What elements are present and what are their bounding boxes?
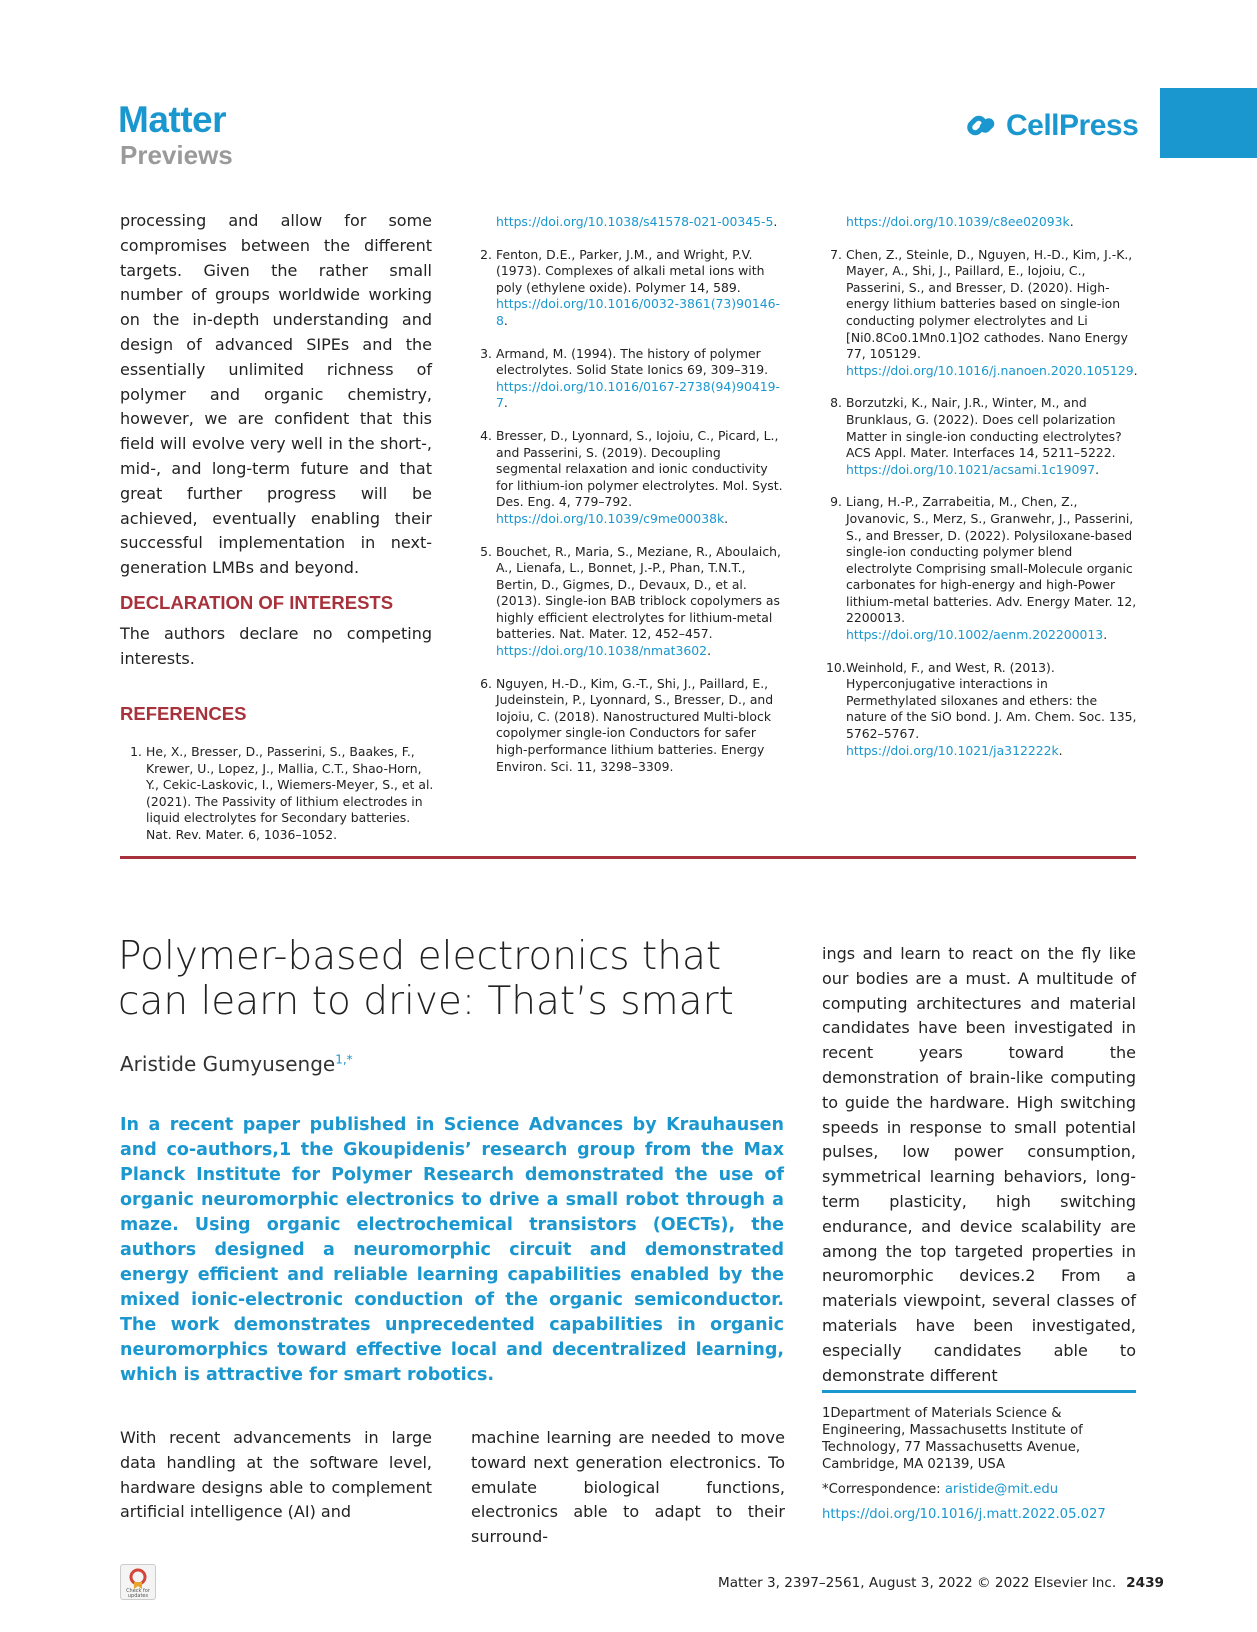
reference-doi-link[interactable]: https://doi.org/10.1016/0032-3861(73)90146-8 — [496, 296, 781, 328]
body-text-col2: machine learning are needed to move toward next generation electronics. To emulate biological functions, electronics able to adapt to their surround- — [471, 1428, 785, 1547]
body-text-col1: With recent advancements in large data handling at the software level, hardware designs able to complement artificial intelligence (AI) and — [120, 1428, 432, 1522]
reference-doi-link[interactable]: https://doi.org/10.1039/c9me00038k — [496, 510, 725, 526]
publisher-name: CellPress — [1006, 109, 1139, 142]
check-for-updates-badge[interactable] — [120, 1564, 156, 1600]
correspondence-email-link[interactable]: aristide@mit.edu — [944, 1482, 1059, 1497]
references-heading: REFERENCES — [120, 703, 247, 724]
reference-doi-link[interactable]: https://doi.org/10.1016/0167-2738(94)90419-7 — [496, 378, 781, 411]
reference-list-col3 — [826, 214, 1138, 775]
reference-doi-link[interactable]: https://doi.org/10.1039/c8ee02093k — [846, 214, 1070, 229]
reference-item: 5. Bouchet, R., Maria, S., Meziane, R., Aboulaich, A., Lienafa, L., Bonnet, J.-P., Phan, T.N.T., Bertin, D., Gigmes, D., Devaux, D., et al. (2013). Single-ion BAB triblock copolymers as highly efficient electrolytes for lithium-metal batteries. Nat. Mater. 12, 452–457. https://doi.org/10.1038/nmat3602. — [480, 543, 781, 659]
reference-item: 8. Borzutzki, K., Nair, J.R., Winter, M., and Brunklaus, G. (2022). Does cell polarization Matter in single-ion conducting electrolytes? ACS Appl. Mater. Interfaces 14, 5211–5222. https://doi.org/10.1021/acsami.1c19097. — [830, 395, 1122, 477]
reference-doi-link[interactable]: https://doi.org/10.1016/j.nanoen.2020.105129 — [846, 362, 1134, 378]
page-number: 2439 — [1126, 1575, 1165, 1591]
page-footer — [718, 1575, 1164, 1591]
reference-item: 1. He, X., Bresser, D., Passerini, S., Baakes, F., Krewer, U., Lopez, J., Mallia, C.T., Shao-Horn, Y., Cekic-Laskovic, I., Wiemers-Meyer, S., et al. (2021). The Passivity of lithium electrodes in liquid electrolytes for Secondary batteries. Nat. Rev. Mater. 6, 1036–1052. — [130, 744, 434, 842]
header-color-tab — [1160, 88, 1257, 158]
reference-item: 10. Weinhold, F., and West, R. (2013). Hyperconjugative interactions in Permethylated siloxanes and ethers: the nature of the SiO bond. J. Am. Chem. Soc. 135, 5762–5767. https://doi.org/10.1021/ja312222k. — [826, 659, 1137, 758]
correspondence: *Correspondence: aristide@mit.edu — [822, 1482, 1059, 1497]
reference-doi-link[interactable]: https://doi.org/10.1038/s41578-021-00345-5 — [496, 214, 774, 229]
reference-item: https://doi.org/10.1038/s41578-021-00345-5. — [496, 214, 778, 229]
reference-item: https://doi.org/10.1039/c8ee02093k. — [846, 214, 1074, 229]
article-divider — [120, 856, 1136, 859]
check-for-updates-label: Check for updates — [126, 1588, 150, 1599]
journal-name: Matter — [118, 99, 227, 140]
reference-item: 3. Armand, M. (1994). The history of polymer electrolytes. Solid State Ionics 69, 309–319. https://doi.org/10.1016/0167-2738(94)90419-7. — [480, 345, 781, 411]
cellpress-link-icon — [966, 109, 1000, 143]
footer-citation: Matter 3, 2397–2561, August 3, 2022 © 2022 Elsevier Inc. — [718, 1575, 1117, 1591]
body-text-col3: ings and learn to react on the fly like our bodies are a must. A multitude of computing architectures and material candidates have been investigated in recent years toward the demonstration of brain-like computing to guide the hardware. High switching speeds in response to small potential pulses, low power consumption, symmetrical learning behaviors, long-term plasticity, high switching endurance, and device scalability are among the top targeted properties in neuromorphic devices.2 From a materials viewpoint, several classes of materials have been investigated, especially candidates able to demonstrate different — [822, 944, 1136, 1385]
article-title: Polymer-based electronics that can learn to drive: That’s smart — [118, 934, 734, 1024]
reference-doi-link[interactable]: https://doi.org/10.1021/ja312222k — [846, 742, 1059, 758]
declaration-text: The authors declare no competing interests. — [120, 624, 432, 668]
affiliation-department: 1Department of Materials Science & Engineering, Massachusetts Institute of Technology, 77 Massachusetts Avenue, Cambridge, MA 02139, USA — [822, 1406, 1083, 1472]
reference-list-col2 — [476, 214, 786, 791]
affiliation-divider — [822, 1390, 1136, 1393]
author-affiliation-marker[interactable]: 1,* — [335, 1052, 353, 1067]
reference-doi-link[interactable]: https://doi.org/10.1002/aenm.202200013 — [846, 627, 1104, 643]
article-abstract: In a recent paper published in Science Advances by Krauhausen and co-authors,1 the Gkoupidenis’ research group from the Max Planck Institute for Polymer Research demonstrated the use of organic neuromorphic electronics to drive a small robot through a maze. Using organic electrochemical transistors (OECTs), the authors designed a neuromorphic circuit and demonstrated energy efficient and reliable learning capabilities enabled by the mixed ionic-electronic conduction of the organic semiconductor. The work demonstrates unprecedented capabilities in organic neuromorphics toward effective local and decentralized learning, which is attractive for smart robotics. — [120, 1115, 784, 1385]
reference-list-col1 — [126, 744, 434, 860]
publisher-logo[interactable] — [966, 106, 1138, 146]
article-author: Aristide Gumyusenge$^{1,*}$ — [120, 1052, 353, 1076]
reference-item: 7. Chen, Z., Steinle, D., Nguyen, H.-D., Kim, J.-K., Mayer, A., Shi, J., Paillard, E., Iojoiu, C., Passerini, S., and Bresser, D. (2020). High-energy lithium batteries based on single-ion conducting polymer electrolytes and Li [Ni0.8Co0.1Mn0.1]O2 cathodes. Nano Energy 77, 105129. https://doi.org/10.1016/j.nanoen.2020.105129. — [830, 246, 1138, 378]
reference-item: 4. Bresser, D., Lyonnard, S., Iojoiu, C., Picard, L., and Passerini, S. (2019). Decoupling segmental relaxation and ionic conductivity for lithium-ion polymer electrolytes. Mol. Syst. Des. Eng. 4, 779–792. https://doi.org/10.1039/c9me00038k. — [480, 427, 783, 526]
section-name: Previews — [120, 140, 233, 170]
reference-item: 2. Fenton, D.E., Parker, J.M., and Wright, P.V. (1973). Complexes of alkali metal ions with poly (ethylene oxide). Polymer 14, 589. https://doi.org/10.1016/0032-3861(73)90146-8. — [480, 246, 781, 328]
reference-doi-link[interactable]: https://doi.org/10.1021/acsami.1c19097 — [846, 461, 1096, 477]
article-doi-link[interactable]: https://doi.org/10.1016/j.matt.2022.05.027 — [822, 1507, 1106, 1522]
reference-item: 9. Liang, H.-P., Zarrabeitia, M., Chen, Z., Jovanovic, S., Merz, S., Granwehr, J., Passerini, S., and Bresser, D. (2022). Polysiloxane-based single-ion conducting polymer blend electrolyte Comprising small-Molecule organic carbonates for high-energy and high-Power lithium-metal batteries. Adv. Energy Mater. 12, 2200013. https://doi.org/10.1002/aenm.202200013. — [830, 494, 1137, 643]
reference-item: 6. Nguyen, H.-D., Kim, G.-T., Shi, J., Paillard, E., Judeinstein, P., Lyonnard, S., Bresser, D., and Iojoiu, C. (2018). Nanostructured Multi-block copolymer single-ion Conductors for safer high-performance lithium batteries. Energy Environ. Sci. 11, 3298–3309. — [480, 675, 774, 774]
declaration-heading: DECLARATION OF INTERESTS — [120, 592, 394, 613]
previous-article-conclusion: processing and allow for some compromises between the different targets. Given the rather small number of groups worldwide working on the in-depth understanding and design of advanced SIPEs and the essentially unlimited richness of polymer and organic chemistry, however, we are confident that this field will evolve very well in the short-, mid-, and long-term future and that great further progress will be achieved, eventually enabling their successful implementation in next-generation LMBs and beyond. — [120, 211, 432, 578]
reference-doi-link[interactable]: https://doi.org/10.1038/nmat3602 — [496, 643, 708, 659]
affiliation-block — [822, 1405, 1138, 1523]
